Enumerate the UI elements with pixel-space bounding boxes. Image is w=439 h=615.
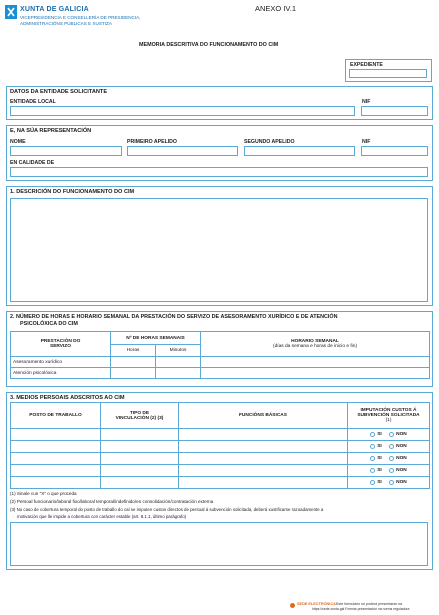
entity-field[interactable] xyxy=(10,106,355,116)
hours-header: Horas xyxy=(111,345,156,357)
department-line1: VICEPRESIDENCIA E CONSELLERÍA DE PRESIDENCIA, xyxy=(20,15,141,20)
type-field[interactable] xyxy=(101,465,179,477)
no-radio[interactable]: NON xyxy=(389,444,407,449)
imputation-cell xyxy=(348,441,430,453)
table-row xyxy=(11,429,430,441)
representative-nif-label: NIF xyxy=(362,139,371,145)
service-cell: Asesoramento xurídico xyxy=(11,357,111,368)
schedule-field[interactable] xyxy=(201,357,430,368)
radio-icon xyxy=(389,444,394,449)
entity-label: ENTIDADE LOCAL xyxy=(10,99,56,105)
radio-icon xyxy=(389,480,394,485)
capacity-label: EN CALIDADE DE xyxy=(10,160,55,166)
functions-field[interactable] xyxy=(179,477,348,489)
hours-field[interactable] xyxy=(111,368,156,379)
first-surname-field[interactable] xyxy=(127,146,238,156)
minutes-field[interactable] xyxy=(156,368,201,379)
form-title: MEMORIA DESCRITIVA DO FUNCIONAMENTO DO CIM xyxy=(139,42,279,48)
expediente-label: EXPEDIENTE xyxy=(350,62,383,68)
expediente-field[interactable] xyxy=(349,69,427,78)
functions-field[interactable] xyxy=(179,441,348,453)
type-header: TIPO DE VINCULACIÓN (2) (3) xyxy=(101,403,179,429)
yes-radio[interactable]: SI xyxy=(370,468,382,473)
post-field[interactable] xyxy=(11,441,101,453)
minutes-header: Minutos xyxy=(156,345,201,357)
xunta-logo-icon xyxy=(5,5,17,19)
note-1: (1) Sinale cun "X" o que proceda xyxy=(10,491,77,496)
type-field[interactable] xyxy=(101,429,179,441)
service-cell: Atención psicolóxica xyxy=(11,368,111,379)
representative-title: E, NA SÚA REPRESENTACIÓN xyxy=(10,128,92,134)
table-row xyxy=(11,441,430,453)
hours-field[interactable] xyxy=(111,357,156,368)
weekly-schedule-header: HORARIO SEMANAL (días da semana e horas de inicio e fin) xyxy=(201,332,430,357)
post-field[interactable] xyxy=(11,477,101,489)
no-radio[interactable]: NON xyxy=(389,432,407,437)
no-radio[interactable]: NON xyxy=(389,456,407,461)
name-field[interactable] xyxy=(10,146,122,156)
schedule-title-line2: PSICOLÓXICA DO CIM xyxy=(20,321,78,327)
motivation-field[interactable] xyxy=(10,522,428,566)
table-row xyxy=(11,357,430,368)
functions-field[interactable] xyxy=(179,465,348,477)
note-3-line2: motivación que lle impide a cobertura con carácter estable (art. 8.1.1, último parágrafo) xyxy=(17,514,187,519)
note-3-line1: (3) No caso de cobertura temporal do posto de traballo do cal se imputen custos directos de persoal á subvención solicitada, deberá xustificarse razoadamente a xyxy=(10,507,324,512)
second-surname-field[interactable] xyxy=(244,146,355,156)
hours-group-header: Nº DE HORAS SEMANAIS xyxy=(111,332,201,345)
sede-icon xyxy=(290,603,295,608)
footer-line2: https://sede.xunta.gal Formas presentación na norma reguladora xyxy=(312,607,410,611)
radio-icon xyxy=(389,468,394,473)
description-title: 1. DESCRICIÓN DO FUNCIONAMENTO DO CIM xyxy=(10,189,135,195)
post-field[interactable] xyxy=(11,429,101,441)
applicant-nif-label: NIF xyxy=(362,99,371,105)
type-field[interactable] xyxy=(101,441,179,453)
department-line2: ADMINISTRACIÓNS PÚBLICAS E XUSTIZA xyxy=(20,21,112,26)
staff-table xyxy=(10,402,430,489)
second-surname-label: SEGUNDO APELIDO xyxy=(244,139,295,145)
annex-label: ANEXO IV.1 xyxy=(255,4,296,13)
imputation-cell xyxy=(348,429,430,441)
yes-radio[interactable]: SI xyxy=(370,444,382,449)
logo-text: XUNTA DE GALICIA xyxy=(20,6,89,13)
no-radio[interactable]: NON xyxy=(389,480,407,485)
schedule-table xyxy=(10,331,430,379)
capacity-field[interactable] xyxy=(10,167,428,177)
minutes-field[interactable] xyxy=(156,357,201,368)
radio-icon xyxy=(370,456,375,461)
functions-field[interactable] xyxy=(179,429,348,441)
service-header: PRESTACIÓN DO SERVIZO xyxy=(11,332,111,357)
applicant-title: DATOS DA ENTIDADE SOLICITANTE xyxy=(10,89,108,95)
yes-radio[interactable]: SI xyxy=(370,456,382,461)
type-field[interactable] xyxy=(101,477,179,489)
schedule-field[interactable] xyxy=(201,368,430,379)
radio-icon xyxy=(370,480,375,485)
table-row xyxy=(11,453,430,465)
schedule-title-line1: 2. NÚMERO DE HORAS E HORARIO SEMANAL DA PRESTACIÓN DO SERVIZO DE ASESORAMENTO XURÍDICO E DE ATENCIÓN xyxy=(10,314,338,320)
radio-icon xyxy=(370,444,375,449)
imputation-cell xyxy=(348,477,430,489)
radio-icon xyxy=(370,468,375,473)
description-field[interactable] xyxy=(10,198,428,302)
sede-badge: SEDE ELECTRÓNICA xyxy=(297,602,336,606)
name-label: NOME xyxy=(10,139,26,145)
table-row xyxy=(11,465,430,477)
table-row xyxy=(11,368,430,379)
first-surname-label: PRIMEIRO APELIDO xyxy=(127,139,177,145)
functions-field[interactable] xyxy=(179,453,348,465)
table-row xyxy=(11,477,430,489)
radio-icon xyxy=(389,456,394,461)
yes-radio[interactable]: SI xyxy=(370,432,382,437)
representative-nif-field[interactable] xyxy=(361,146,428,156)
applicant-nif-field[interactable] xyxy=(361,106,428,116)
type-field[interactable] xyxy=(101,453,179,465)
post-header: POSTO DE TRABALLO xyxy=(11,403,101,429)
imputation-cell xyxy=(348,465,430,477)
functions-header: FUNCIÓNS BÁSICAS xyxy=(179,403,348,429)
footer-line1: Este formulario só poderá presentarse na xyxy=(336,602,403,606)
imputation-header: IMPUTACIÓN CUSTOS Á SUBVENCIÓN SOLICITADA (1) xyxy=(348,403,430,429)
radio-icon xyxy=(389,432,394,437)
post-field[interactable] xyxy=(11,465,101,477)
no-radio[interactable]: NON xyxy=(389,468,407,473)
imputation-cell xyxy=(348,453,430,465)
staff-title: 3. MEDIOS PERSOAIS ADSCRITOS AO CIM xyxy=(10,395,125,401)
yes-radio[interactable]: SI xyxy=(370,480,382,485)
note-2: (2) Persoal funcionario/laboral fixo/laboral temporal/indefinido/en consolidación/contratación externa xyxy=(10,499,214,504)
radio-icon xyxy=(370,432,375,437)
post-field[interactable] xyxy=(11,453,101,465)
